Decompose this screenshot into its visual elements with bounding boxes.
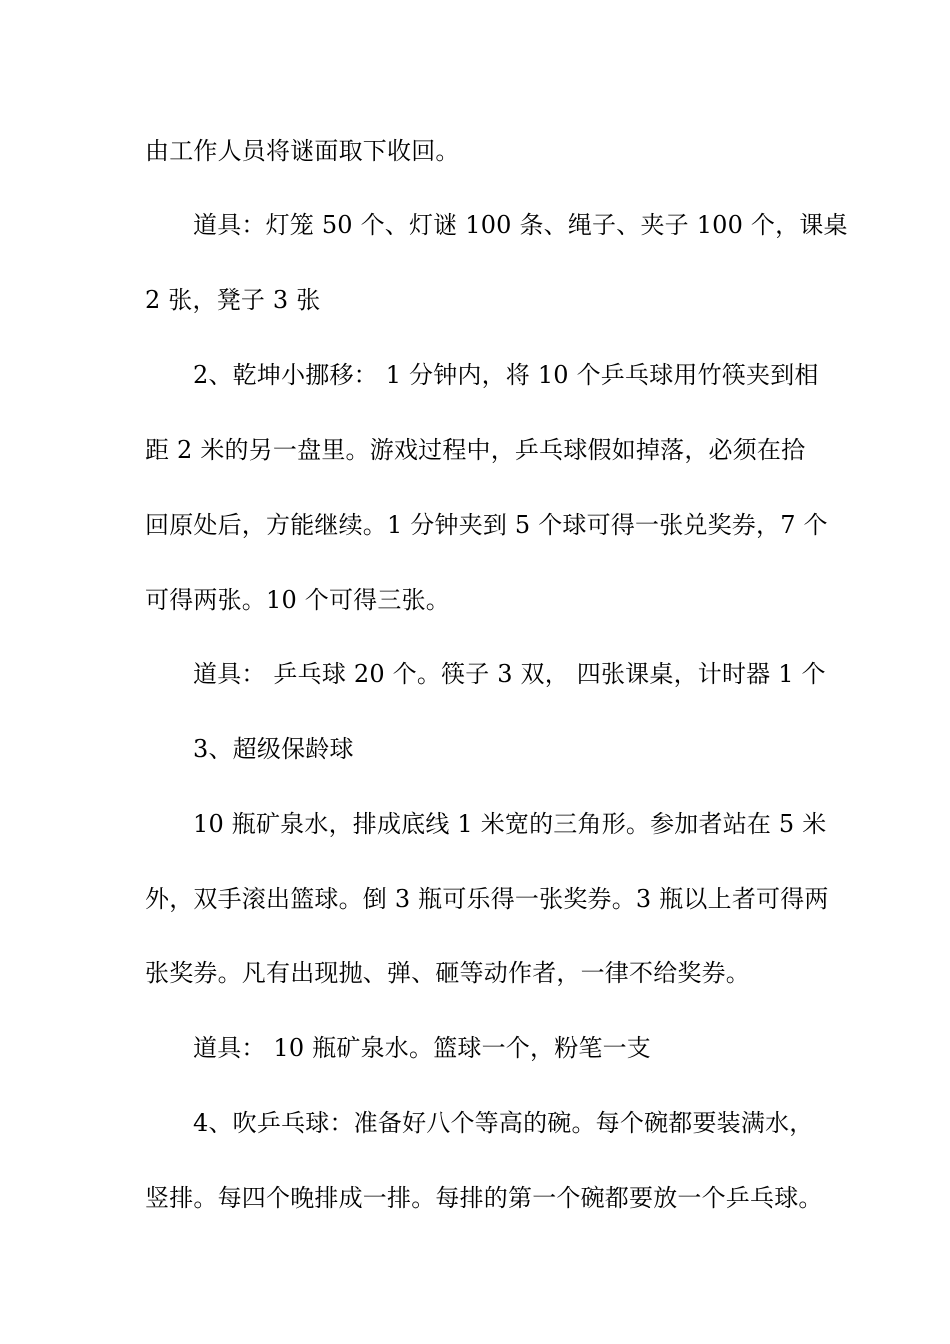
text-line: 张奖券。凡有出现抛、弹、砸等动作者，一律不给奖券。	[145, 959, 750, 987]
text-line: 2 张，凳子 3 张	[145, 286, 321, 314]
text-line: 道具： 10 瓶矿泉水。篮球一个，粉笔一支	[193, 1034, 651, 1062]
text-line: 竖排。每四个晚排成一排。每排的第一个碗都要放一个乒乓球。	[145, 1184, 823, 1212]
text-line: 由工作人员将谜面取下收回。	[145, 137, 460, 165]
text-line: 回原处后，方能继续。1 分钟夹到 5 个球可得一张兑奖券，7 个	[145, 511, 828, 539]
text-line: 距 2 米的另一盘里。游戏过程中，乒乓球假如掉落，必须在拾	[145, 436, 806, 464]
section-heading: 3、超级保龄球	[193, 735, 354, 763]
text-line: 外，双手滚出篮球。倒 3 瓶可乐得一张奖券。3 瓶以上者可得两	[145, 885, 829, 913]
text-line: 10 瓶矿泉水，排成底线 1 米宽的三角形。参加者站在 5 米	[193, 810, 827, 838]
text-line: 道具： 乒乓球 20 个。筷子 3 双， 四张课桌，计时器 1 个	[193, 660, 826, 688]
text-line: 可得两张。10 个可得三张。	[145, 586, 450, 614]
text-line: 2、乾坤小挪移： 1 分钟内，将 10 个乒乓球用竹筷夹到相	[193, 361, 819, 389]
text-line: 4、吹乒乓球：准备好八个等高的碗。每个碗都要装满水，	[193, 1109, 814, 1137]
text-line: 道具：灯笼 50 个、灯谜 100 条、绳子、夹子 100 个，课桌	[193, 211, 848, 239]
